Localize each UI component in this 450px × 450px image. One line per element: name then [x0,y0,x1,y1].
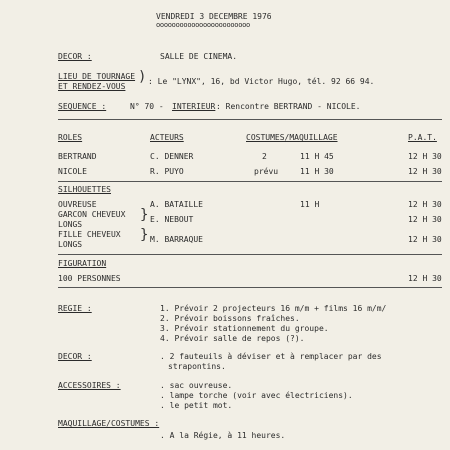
silhouette-role-line2: LONGS [58,240,83,249]
regie-item: 4. Prévoir salle de repos (?). [160,334,305,343]
silhouette-pat: 12 H 30 [408,215,442,224]
row-role: NICOLE [58,167,87,176]
divider [58,181,442,182]
silhouette-role-line2: LONGS [58,220,83,229]
row-costume-time: 11 H 45 [300,152,334,161]
date-underline: oooooooooooooooooooooooo [156,21,250,29]
figuration-pat: 12 H 30 [408,274,442,283]
sequence-label: SEQUENCE : [58,102,107,111]
accessoire-item: . le petit mot. [160,401,233,410]
lieu-value: : Le "LYNX", 16, bd Victor Hugo, tél. 92 66 94. [148,77,375,86]
header-roles: ROLES [58,133,83,142]
figuration-label: FIGURATION [58,259,107,268]
sheet-date: VENDREDI 3 DECEMBRE 1976 [156,12,272,21]
maquillage-value: . A la Régie, à 11 heures. [160,431,286,440]
accessoire-item: . sac ouvreuse. [160,381,233,390]
lieu-label-line2: ET RENDEZ-VOUS [58,82,126,91]
decor2-line1: . 2 fauteuils à déviser et à remplacer par des [160,352,382,361]
accessoires-label: ACCESSOIRES : [58,381,121,390]
header-acteurs: ACTEURS [150,133,184,142]
silhouette-pat: 12 H 30 [408,200,442,209]
regie-item: 3. Prévoir stationnement du groupe. [160,324,329,333]
row-costume: prévu [254,167,279,176]
row-acteur: C. DENNER [150,152,194,161]
decor2-line2: strapontins. [168,362,226,371]
row-costume-time: 11 H 30 [300,167,334,176]
decor2-label: DECOR : [58,352,92,361]
row-pat: 12 H 30 [408,152,442,161]
lieu-label-line1: LIEU DE TOURNAGE [58,72,136,81]
row-costume: 2 [262,152,267,161]
silhouettes-label: SILHOUETTES [58,185,111,194]
sequence-description: : Rencontre BERTRAND - NICOLE. [216,102,361,111]
silhouette-costume-time: 11 H [300,200,320,209]
regie-item: 1. Prévoir 2 projecteurs 16 m/m + films 16 m/m/ [160,304,387,313]
silhouette-pat: 12 H 30 [408,235,442,244]
decor-label: DECOR : [58,52,92,61]
accessoire-item: . lampe torche (voir avec électriciens). [160,391,353,400]
silhouette-brace: } [140,207,149,223]
divider [58,119,442,120]
decor-value: SALLE DE CINEMA. [160,52,238,61]
silhouette-acteur: E. NEBOUT [150,215,194,224]
regie-item: 2. Prévoir boissons fraîches. [160,314,300,323]
row-acteur: R. PUYO [150,167,184,176]
silhouette-acteur: M. BARRAQUE [150,235,203,244]
silhouette-role: GARCON CHEVEUX [58,210,126,219]
sequence-number: N° 70 - [130,102,164,111]
divider [58,287,442,288]
header-pat: P.A.T. [408,133,437,142]
divider [58,254,442,255]
sequence-interior: INTERIEUR [172,102,216,111]
figuration-value: 100 PERSONNES [58,274,121,283]
header-costumes: COSTUMES/MAQUILLAGE [246,133,338,142]
regie-label: REGIE : [58,304,92,313]
silhouette-role: OUVREUSE [58,200,97,209]
silhouette-role: FILLE CHEVEUX [58,230,121,239]
lieu-brace: ) [138,69,147,85]
row-role: BERTRAND [58,152,97,161]
maquillage-label: MAQUILLAGE/COSTUMES : [58,419,160,428]
silhouette-acteur: A. BATAILLE [150,200,203,209]
row-pat: 12 H 30 [408,167,442,176]
silhouette-brace: } [140,227,149,243]
